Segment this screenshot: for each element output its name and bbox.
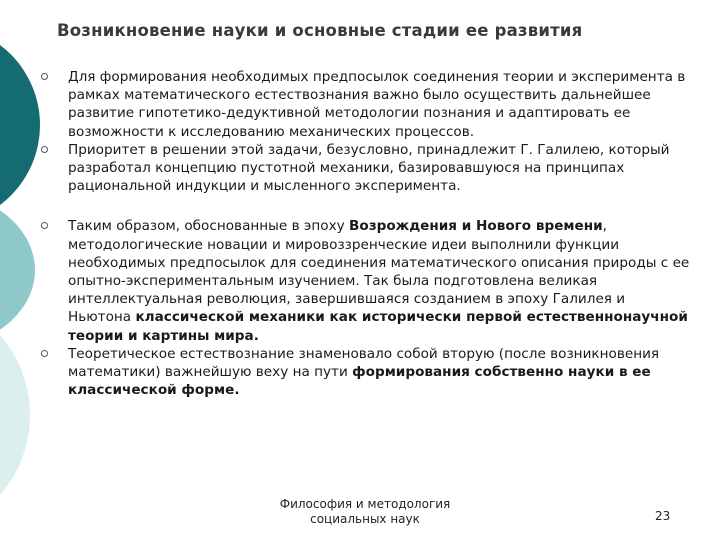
bold-text-span: формирования собственно науки в ее классической форме.	[68, 364, 651, 399]
text-span: Теоретическое естествознание знаменовало собой вторую (после возникновения математики) важнейшую веху на пути	[68, 345, 660, 381]
bullet-ring-icon	[41, 350, 48, 357]
bullet-ring-icon	[41, 73, 48, 80]
bullet-text	[68, 141, 692, 196]
bullet-list	[40, 68, 692, 399]
bullet-ring-icon	[41, 146, 48, 153]
footer-line-1: Философия и методология	[279, 497, 451, 511]
bullet-ring-icon	[41, 222, 48, 229]
decor-circle-top	[0, 0, 40, 10]
bold-text-span: Возрождения и Нового времени	[349, 218, 603, 235]
slide-footer	[265, 497, 465, 527]
bullet-item-1	[40, 68, 692, 141]
bullet-item-2	[40, 141, 692, 196]
decor-circle-mid	[0, 190, 35, 350]
text-span: , методологические новации и мировоззренческие идеи выполнили функции необходимых предпосылок для соединения математического описания природы с ее опытно-экспериментальным изучением. Так была подготовлена великая интеллектуальная революция, завершившаяся созданием в эпоху Галилея и Ньютона	[68, 218, 690, 326]
bullet-item-3	[40, 217, 692, 344]
text-span: Для формирования необходимых предпосылок соединения теории и эксперимента в рамках математического естествознания важно было осуществить дальнейшее развитие гипотетико-дедуктивной методологии познания и адаптировать ее возможности к исследованию механических процессов.	[68, 69, 686, 140]
text-span: Таким образом, обоснованные в эпоху	[68, 218, 349, 235]
bullet-text	[68, 68, 692, 141]
page-number: 23	[655, 509, 671, 523]
bullet-text	[68, 217, 692, 344]
text-span: Приоритет в решении этой задачи, безусловно, принадлежит Г. Галилею, который разработал концепцию пустотной механики, базировавшуюся на принципах рациональной индукции и мысленного эксперимента.	[68, 141, 670, 195]
bold-text-span: классической механики как исторически первой естественнонаучной теории и картины мира.	[68, 309, 688, 344]
decor-circle-dark	[0, 25, 40, 225]
slide-title: Возникновение науки и основные стадии ее развития	[57, 21, 583, 40]
bullet-item-4	[40, 345, 692, 400]
decor-circle-light	[0, 300, 30, 530]
bullet-text	[68, 345, 692, 400]
footer-line-2: социальных наук	[310, 512, 420, 526]
